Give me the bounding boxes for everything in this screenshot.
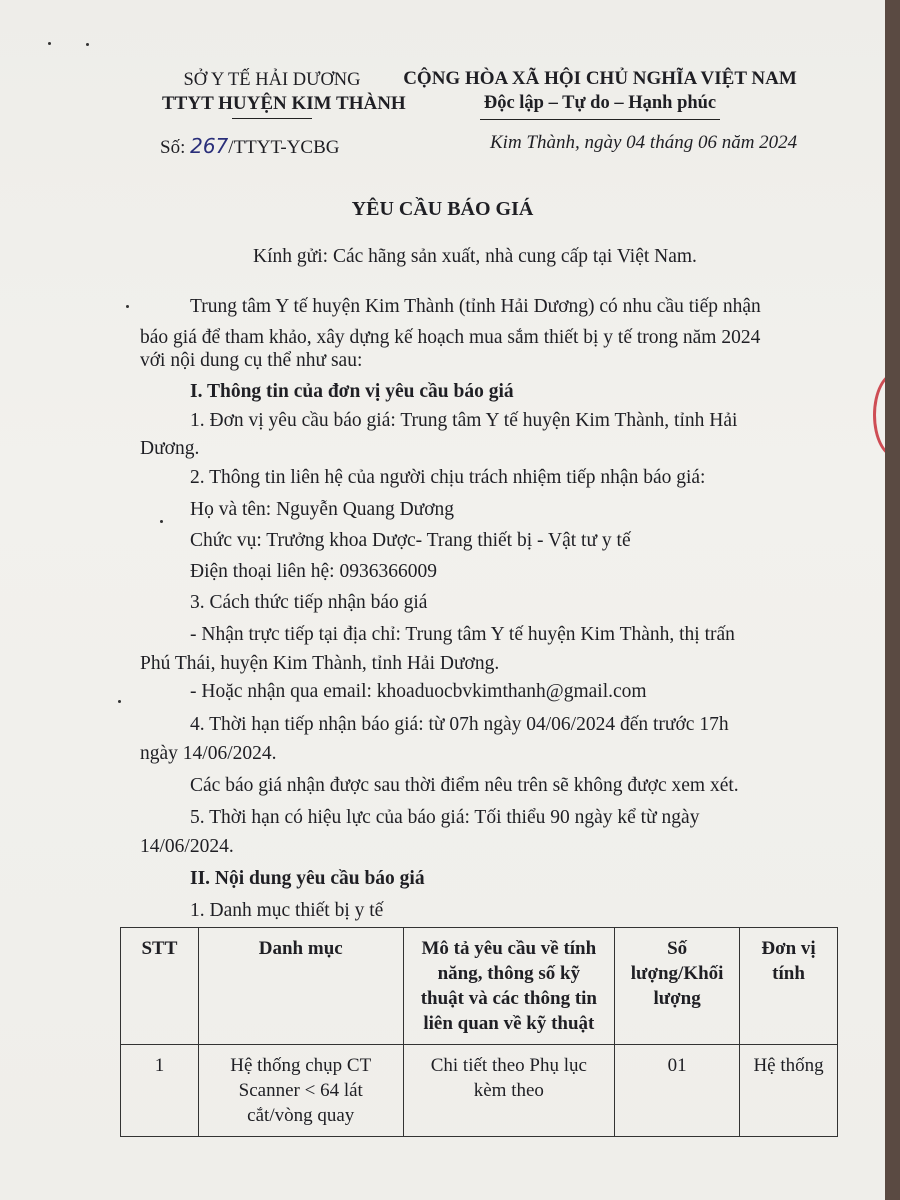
section-1-item-1-cont: Dương. xyxy=(140,438,200,459)
contact-position: Chức vụ: Trưởng khoa Dược- Trang thiết bị - Vật tư y tế xyxy=(190,530,631,551)
equipment-table xyxy=(120,927,838,1137)
doc-number-prefix: Số: xyxy=(160,137,191,158)
org-name: TTYT HUYỆN KIM THÀNH xyxy=(162,93,406,114)
section-2-sub-1: 1. Danh mục thiết bị y tế xyxy=(190,900,384,921)
section-1-item-4: 4. Thời hạn tiếp nhận báo giá: từ 07h ngày 04/06/2024 đến trước 17h xyxy=(190,714,729,735)
direct-address: - Nhận trực tiếp tại địa chỉ: Trung tâm Y tế huyện Kim Thành, thị trấn xyxy=(190,624,735,645)
paper-speck xyxy=(126,305,129,308)
intro-line-2: báo giá để tham khảo, xây dựng kế hoạch mua sắm thiết bị y tế trong năm 2024 xyxy=(140,327,761,348)
contact-name: Họ và tên: Nguyễn Quang Dương xyxy=(190,499,455,520)
doc-number-suffix: /TTYT-YCBG xyxy=(228,137,340,158)
table-row xyxy=(121,1045,838,1137)
doc-number xyxy=(160,134,340,159)
background-edge xyxy=(885,0,900,1200)
col-header-description: Mô tả yêu cầu về tính năng, thông số kỹ thuật và các thông tin liên quan về kỹ thuật xyxy=(403,928,615,1045)
cell-stt: 1 xyxy=(121,1045,199,1137)
document-title: YÊU CẦU BÁO GIÁ xyxy=(351,198,534,220)
paper-speck xyxy=(118,700,121,703)
intro-line-1: Trung tâm Y tế huyện Kim Thành (tỉnh Hải Dương) có nhu cầu tiếp nhận xyxy=(190,296,761,317)
section-1-item-2: 2. Thông tin liên hệ của người chịu trách nhiệm tiếp nhận báo giá: xyxy=(190,467,706,488)
contact-phone: Điện thoại liên hệ: 0936366009 xyxy=(190,561,437,582)
nation-motto: Độc lập – Tự do – Hạnh phúc xyxy=(483,93,717,113)
doc-number-handwritten: 267 xyxy=(190,134,229,158)
col-header-unit: Đơn vị tính xyxy=(740,928,838,1045)
section-1-heading: I. Thông tin của đơn vị yêu cầu báo giá xyxy=(190,381,514,402)
section-1-item-3: 3. Cách thức tiếp nhận báo giá xyxy=(190,592,428,613)
paper-speck xyxy=(86,43,89,46)
cell-description: Chi tiết theo Phụ lục kèm theo xyxy=(403,1045,615,1137)
cell-category: Hệ thống chụp CT Scanner < 64 lát cắt/vòng quay xyxy=(198,1045,403,1137)
addressee: Kính gửi: Các hãng sản xuất, nhà cung cấp tại Việt Nam. xyxy=(253,246,697,267)
place-date: Kim Thành, ngày 04 tháng 06 năm 2024 xyxy=(490,132,798,153)
paper-speck xyxy=(48,42,51,45)
direct-address-cont: Phú Thái, huyện Kim Thành, tỉnh Hải Dương. xyxy=(140,653,500,674)
org-parent: SỞ Y TẾ HẢI DƯƠNG xyxy=(183,70,361,90)
motto-underline xyxy=(480,119,720,120)
paper-speck xyxy=(160,520,163,523)
email-line: - Hoặc nhận qua email: khoaduocbvkimthanh@gmail.com xyxy=(190,681,647,702)
table-header-row xyxy=(121,928,838,1045)
col-header-quantity: Số lượng/Khối lượng xyxy=(615,928,740,1045)
intro-line-3: với nội dung cụ thể như sau: xyxy=(140,350,363,371)
cell-unit: Hệ thống xyxy=(740,1045,838,1137)
section-1-item-4-cont: ngày 14/06/2024. xyxy=(140,743,277,764)
org-underline xyxy=(232,118,312,119)
late-note: Các báo giá nhận được sau thời điểm nêu trên sẽ không được xem xét. xyxy=(190,775,739,796)
cell-quantity: 01 xyxy=(615,1045,740,1137)
section-1-item-5: 5. Thời hạn có hiệu lực của báo giá: Tối thiểu 90 ngày kể từ ngày xyxy=(190,807,700,828)
nation-name: CỘNG HÒA XÃ HỘI CHỦ NGHĨA VIỆT NAM xyxy=(403,68,797,89)
section-2-heading: II. Nội dung yêu cầu báo giá xyxy=(190,868,425,889)
section-1-item-5-cont: 14/06/2024. xyxy=(140,836,234,857)
col-header-category: Danh mục xyxy=(198,928,403,1045)
col-header-stt: STT xyxy=(121,928,199,1045)
section-1-item-1: 1. Đơn vị yêu cầu báo giá: Trung tâm Y tế huyện Kim Thành, tỉnh Hải xyxy=(190,410,738,431)
